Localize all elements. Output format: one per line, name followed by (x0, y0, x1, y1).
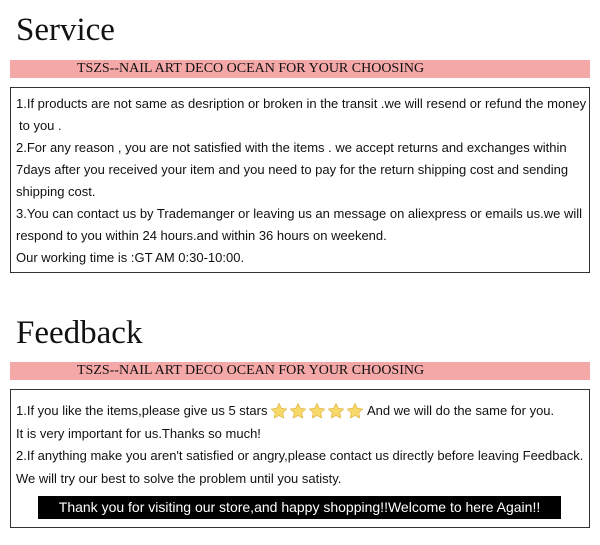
feedback-banner-text: TSZS--NAIL ART DECO OCEAN FOR YOUR CHOOSING (77, 363, 425, 378)
service-line-8: Our working time is :GT AM 0:30-10:00. (16, 250, 245, 265)
feedback-title: Feedback (16, 315, 143, 351)
feedback-line-3: 2.If anything make you aren't satisfied or angry,please contact us directly before leaving Feedback. (16, 448, 584, 463)
feedback-box (10, 389, 590, 528)
star-icon (270, 402, 288, 420)
service-banner-text: TSZS--NAIL ART DECO OCEAN FOR YOUR CHOOSING (77, 61, 425, 76)
thanks-banner: Thank you for visiting our store,and happy shopping!!Welcome to here Again!! (38, 496, 561, 519)
service-line-1: 1.If products are not same as desription or broken in the transit .we will resend or refund the money (16, 96, 587, 111)
star-icon (327, 402, 345, 420)
star-icon (289, 402, 307, 420)
star-icon (346, 402, 364, 420)
service-line-3: 2.For any reason , you are not satisfied with the items . we accept returns and exchanges within (16, 140, 567, 155)
service-banner (10, 60, 590, 78)
feedback-line-2: It is very important for us.Thanks so much! (16, 426, 261, 441)
service-line-5: shipping cost. (16, 184, 96, 199)
feedback-line-1-post: And we will do the same for you. (367, 403, 555, 418)
feedback-line-4: We will try our best to solve the problem until you satisty. (16, 471, 342, 486)
star-rating (270, 402, 364, 420)
service-line-2: to you . (19, 118, 62, 133)
service-line-4: 7days after you received your item and you need to pay for the return shipping cost and sending (16, 162, 569, 177)
service-line-7: respond to you within 24 hours.and within 36 hours on weekend. (16, 228, 387, 243)
star-icon (308, 402, 326, 420)
service-title: Service (16, 12, 115, 48)
feedback-line-1-pre: 1.If you like the items,please give us 5 stars (16, 403, 268, 418)
service-line-6: 3.You can contact us by Trademanger or leaving us an message on aliexpress or emails us.we will (16, 206, 583, 221)
feedback-banner (10, 362, 590, 380)
service-box (10, 87, 590, 273)
